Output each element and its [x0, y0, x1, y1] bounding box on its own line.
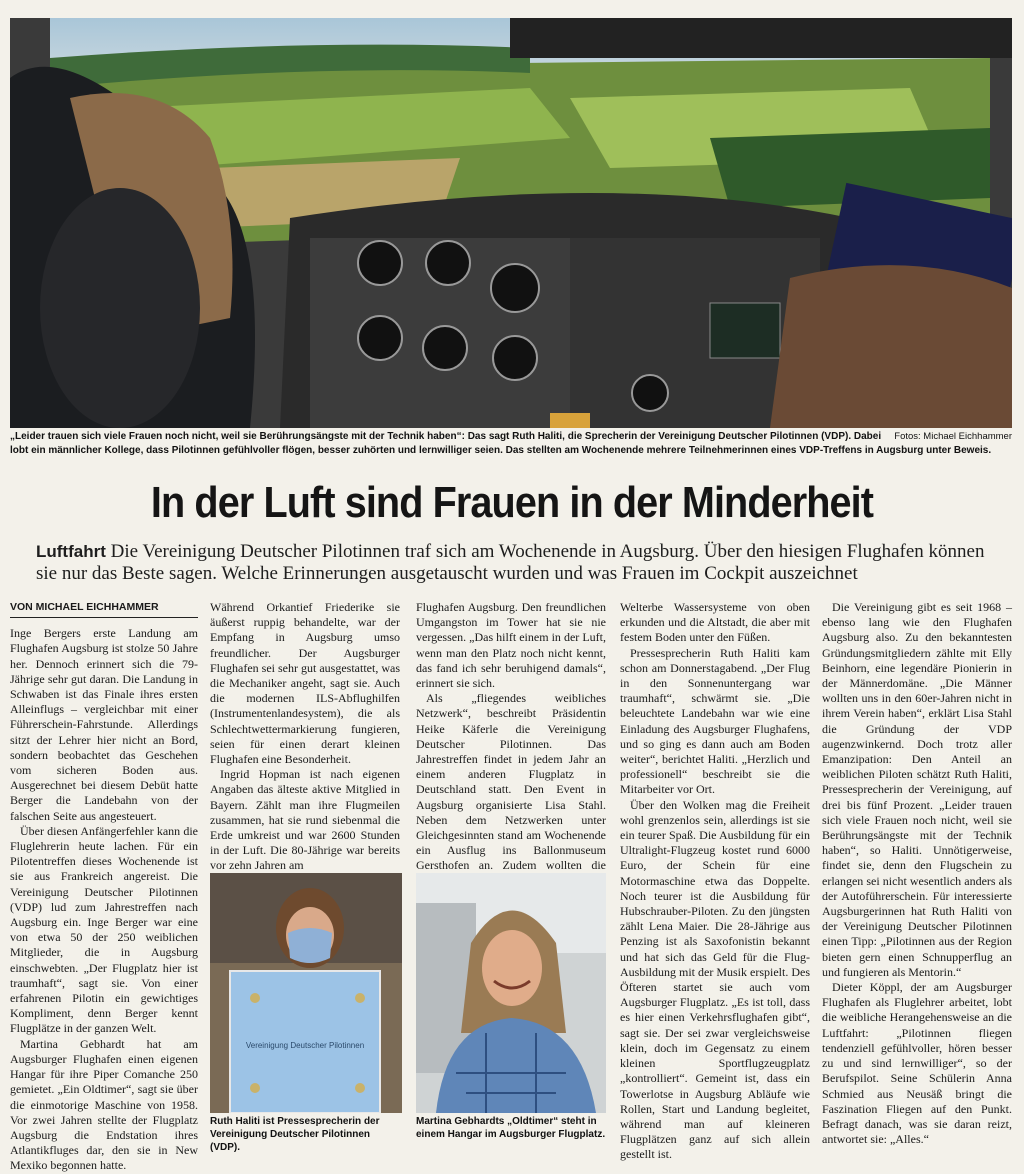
cockpit-photo	[10, 18, 1012, 428]
paragraph: Pressesprecherin Ruth Haliti kam schon am Donnerstagabend. „Der Flug in den Sonnenuntergang war traumhaft“, schwärmt sie. „Die beleuchtete Landebahn war wie eine Einladung des Augsburger Flughafens, und so ging es dann auch am Boden weiter“, berichtet Haliti. „Herzlich und professionell“ beschreibt sie die Mitarbeiter vor Ort.	[620, 645, 810, 797]
hero-caption-text: „Leider trauen sich viele Frauen noch nicht, weil sie Berührungsängste mit der Technik haben“: Das sagt Ruth Haliti, die Sprecherin der Vereinigung Deutscher Pilotinnen (VDP). Dabei lobt ein männlicher Kollege, dass Pilotinnen gefühlvoller flögen, besser zuhörten und lernwilliger seien. Das stellten am Wochenende mehrere Teilnehmerinnen eines VDP-Treffens in Augsburg unter Beweis.	[10, 431, 992, 456]
woman-with-flag-photo	[210, 873, 402, 1113]
paragraph: Inge Bergers erste Landung am Flughafen Augsburg ist stolze 50 Jahre her. Dennoch erinnert sich die 79-Jährige sehr gut daran. Die Landung in Schwaben ist das Finale ihres ersten Alleinflugs – vergleichbar mit einer Führerschein-Fahrstunde. Allerdings sitzt der Lehrer hier nicht an Bord, sondern beobachtet das Geschehen vom sicheren Boden aus. Ausgerechnet bei diesem Debüt hatte Berger die Landebahn von der falschen Seite aus angesteuert.	[10, 626, 198, 823]
paragraph: Die Vereinigung gibt es seit 1968 – ebenso lang wie den Flughafen Augsburg also. Zu den bekanntesten Gründungsmitgliedern zählte mit Elly Beinhorn, eine legendäre Pionierin in der Männerdomäne. „Die Männer wollten uns in den 60er-Jahren nicht in ihrem Verein haben“, erklärt Lisa Stahl die Gründung der VDP augenzwinkernd. Doch trotz aller Emanzipation: Den Anteil an weiblichen Piloten schätzt Ruth Haliti, Pressesprecherin der Vereinigung, auf drei bis fünf Prozent. „Leider trauen sich viele Frauen noch nicht, weil sie Berührungsängste mit der Technik haben“, so Haliti. Unnötigerweise, findet sie, denn den Flugschein zu erlangen sei nicht wesentlich anders als der Autoführerschein. Für interessierte Augsburgerinnen hat Ruth Haliti von der Vereinigung Deutscher Pilotinnen einen Tipp: „Pilotinnen aus der Region bieten gern einen Schnupperflug an und fungieren als Mentorin.“	[822, 600, 1012, 979]
flag-text: Vereinigung Deutscher Pilotinnen	[245, 1041, 365, 1050]
kicker: Luftfahrt	[36, 542, 106, 561]
article-column-3	[416, 600, 606, 889]
paragraph: Dieter Köppl, der am Augsburger Flughafen als Fluglehrer arbeitet, lobt die weibliche Herangehensweise an die Luftfahrt: „Pilotinnen fliegen tendenziell gefühlvoller, hören besser zu und sind lernwilliger“, so der Berufspilot. Seine Schülerin Anna Schmied aus Neusäß bringt die Faszination Fliegen auf den Punkt. Befragt danach, was sie daran reizt, antwortet sie: „Alles.“	[822, 980, 1012, 1147]
article-column-1	[10, 600, 198, 1174]
article-column-5	[822, 600, 1012, 1147]
paragraph: Während Orkantief Friederike sie äußerst ruppig behandelte, war der Empfang in Augsburg umso freundlicher. Der Augsburger Flughafen sei sehr gut ausgestattet, was die Mechaniker angeht, sagt sie. Auch die modernen ILS-Abflughilfen (Instrumentenlandesystem), die als Schlechtwettermarkierung fungieren, seien für einen derart kleinen Flughafen eine Besonderheit.	[210, 600, 400, 767]
paragraph: Über den Wolken mag die Freiheit wohl grenzenlos sein, allerdings ist sie ein teurer Spaß. Die Ausbildung für ein Ultralight-Flugzeug kostet rund 6000 Euro, der Schein für eine Motormaschine etwa das Doppelte. Noch teurer ist die Ausbildung für Hubschrauber-Piloten. Zu den jüngsten zählt Lena Maier. Die 28-Jährige aus Penzing ist als Saxofonistin bekannt und hat sich das Geld für die Flug-Ausbildung mit der Musik erspielt. Des Öfteren startet sie auch vom Augsburger Flugplatz. „Es ist toll, dass es hier einen Verkehrsflughafen gibt“, sagt sie. Der sei zwar vergleichsweise klein, doch im Gegensatz zu einem kleinen Sportflugzeugplatz „kontrolliert“. Gemeint ist, dass ein Towerlotse in Augsburg Abläufe wie Rollen, Start und Landung begleitet, während man auf kleineren Flugplätzen ganz auf sich allein gestellt ist.	[620, 797, 810, 1162]
deck-text: Die Vereinigung Deutscher Pilotinnen traf sich am Wochenende in Augsburg. Über den hiesigen Flughafen können sie nur das Beste sagen. Welche Erinnerungen ausgetauscht wurden und was Frauen im Cockpit auszeichnet	[36, 541, 985, 584]
paragraph: Ingrid Hopman ist nach eigenen Angaben das älteste aktive Mitglied in Bayern. Zählt man ihre Flugmeilen zusammen, hat sie rund siebenmal die Erde umkreist und war 2600 Stunden in der Luft. Die 80-Jährige war bereits vor zehn Jahren am	[210, 767, 400, 873]
paragraph: Flughafen Augsburg. Den freundlichen Umgangston im Tower hat sie nie vergessen. „Das hilft einem in der Luft, wenn man den Platz noch nicht kennt, das fand ich sehr beruhigend damals“, erinnert sie sich.	[416, 600, 606, 691]
photo-credit: Fotos: Michael Eichhammer	[894, 431, 1012, 442]
paragraph: Martina Gebhardt hat am Augsburger Flughafen einen eigenen Hangar für ihre Piper Comanche 250 gemietet. „Ein Oldtimer“, sagt sie über die einmotorige Maschine von 1958. Vor zwei Jahren stellte der Flugplatz Augsburg die Endstation ihres Atlantikfluges dar, den sie in New Mexiko begonnen hatte.	[10, 1036, 198, 1173]
paragraph: Über diesen Anfängerfehler kann die Fluglehrerin heute lachen. Für ein Pilotentreffen dieses Wochenende ist sie aus Frankreich angereist. Die Vereinigung Deutscher Pilotinnen (VDP) lud zum Jahrestreffen nach Augsburg ein. Inge Berger war eine von etwa 50 der 250 weiblichen Mitglieder, die in Augsburg einschwebten. „Der Flugplatz hier ist traumhaft“, sagt sie. Von einer erfahrenen Pilotin ein gewichtiges Kompliment, denn Berger kennt Flugplätze in der ganzen Welt.	[10, 823, 198, 1036]
byline: VON MICHAEL EICHHAMMER	[10, 600, 198, 618]
article-column-4	[620, 600, 810, 1163]
article-column-2	[210, 600, 400, 874]
hero-caption	[10, 430, 1012, 458]
headline: In der Luft sind Frauen in der Minderheit	[150, 478, 874, 527]
paragraph: Welterbe Wassersysteme von oben erkunden und die Altstadt, die aber mit festem Boden unter den Füßen.	[620, 600, 810, 645]
deck	[36, 541, 1006, 585]
smiling-woman-photo	[416, 873, 606, 1113]
photo1-caption: Ruth Haliti ist Pressesprecherin der Vereinigung Deutscher Pilotinnen (VDP).	[210, 1116, 380, 1153]
paragraph: Als „fliegendes weibliches Netzwerk“, beschreibt Präsidentin Heike Käferle die Vereinigung Deutscher Pilotinnen. Das Jahrestreffen findet in jedem Jahr an einem anderen Flugplatz in Deutschland statt. Den Event in Augsburg organisierte Lisa Stahl. Neben dem Netzwerken unter Gleichgesinnten stand am Wochenende ein Ausflug ins Ballonmuseum Gersthofen an. Zudem wollten die	[416, 691, 606, 873]
photo2-caption: Martina Gebhardts „Oldtimer“ steht in einem Hangar im Augsburger Flugplatz.	[416, 1116, 606, 1140]
